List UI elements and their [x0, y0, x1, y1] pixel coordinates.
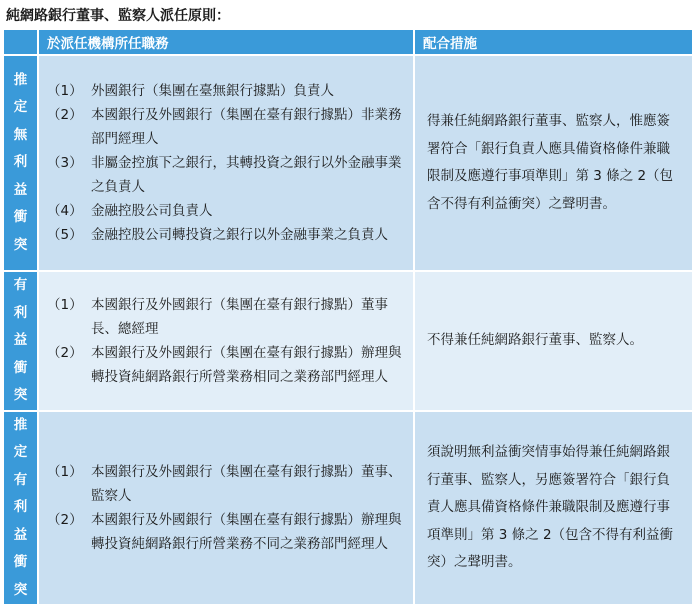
measures-cell: 須說明無利益衝突情事始得兼任純網路銀行董事、監察人，另應簽署符合「銀行負責人應具備資格條件兼職限制及應遵行事項準則」第 3 條之 2（包含不得有利益衝突）之聲明書。	[414, 411, 692, 606]
list-item	[47, 103, 403, 151]
positions-cell	[38, 411, 414, 606]
category-cell	[4, 271, 38, 411]
item-number: （1）	[47, 296, 83, 313]
table-row	[4, 271, 692, 411]
item-text: 本國銀行及外國銀行（集團在臺有銀行據點）辦理與轉投資純網路銀行所營業務不同之業務部門經理人	[91, 511, 402, 552]
policy-table	[4, 30, 692, 606]
category-label: 推定有利益衝突	[13, 416, 28, 598]
category-label: 推定無利益衝突	[13, 71, 28, 253]
category-cell	[4, 55, 38, 271]
item-number: （4）	[47, 203, 83, 219]
category-cell	[4, 411, 38, 606]
measures-cell: 不得兼任純網路銀行董事、監察人。	[414, 271, 692, 411]
measures-cell: 得兼任純網路銀行董事、監察人，惟應簽署符合「銀行負責人應具備資格條件兼職限制及應遵行事項準則」第 3 條之 2（包含不得有利益衝突）之聲明書。	[414, 55, 692, 271]
list-item	[47, 341, 403, 389]
item-number: （1）	[47, 463, 83, 480]
item-text: 本國銀行及外國銀行（集團在臺有銀行據點）董事、監察人	[91, 463, 402, 504]
item-text: 本國銀行及外國銀行（集團在臺有銀行據點）辦理與轉投資純網路銀行所營業務相同之業務部門經理人	[91, 344, 402, 385]
positions-cell	[38, 271, 414, 411]
item-text: 外國銀行（集團在臺無銀行據點）負責人	[91, 83, 334, 99]
item-number: （1）	[47, 83, 83, 99]
category-label: 有利益衝突	[13, 277, 28, 403]
item-text: 本國銀行及外國銀行（集團在臺有銀行據點）非業務部門經理人	[91, 107, 402, 147]
list-item	[47, 151, 403, 199]
item-number: （2）	[47, 107, 83, 123]
item-number: （2）	[47, 511, 83, 528]
table-row	[4, 411, 692, 606]
positions-cell	[38, 55, 414, 271]
item-text: 金融控股公司負責人	[91, 203, 213, 219]
item-number: （2）	[47, 344, 83, 361]
list-item	[47, 460, 403, 508]
list-item	[47, 79, 403, 103]
item-text: 非屬金控旗下之銀行，其轉投資之銀行以外金融事業之負責人	[91, 155, 402, 195]
table-row	[4, 55, 692, 271]
item-text: 金融控股公司轉投資之銀行以外金融事業之負責人	[91, 227, 388, 243]
item-number: （3）	[47, 155, 83, 171]
header-measures: 配合措施	[414, 30, 692, 55]
header-positions: 於派任機構所任職務	[38, 30, 414, 55]
item-text: 本國銀行及外國銀行（集團在臺有銀行據點）董事長、總經理	[91, 296, 388, 337]
page-title: 純網路銀行董事、監察人派任原則：	[6, 8, 230, 24]
header-corner-cell	[4, 30, 38, 55]
table-header-row	[4, 30, 692, 55]
list-item	[47, 293, 403, 341]
list-item	[47, 223, 403, 247]
list-item	[47, 199, 403, 223]
item-number: （5）	[47, 227, 83, 243]
list-item	[47, 508, 403, 556]
